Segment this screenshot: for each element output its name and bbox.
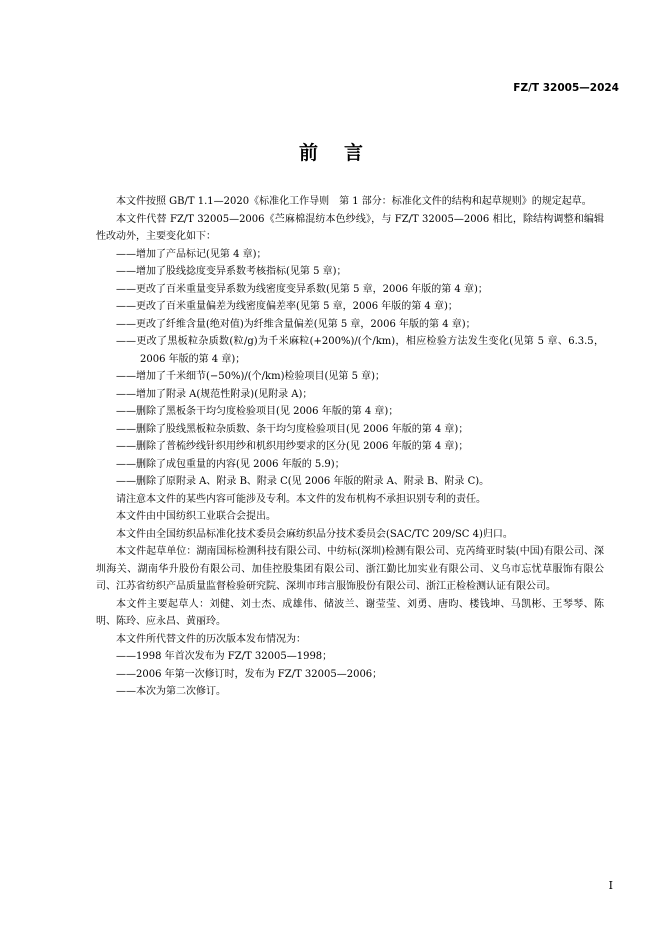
change-item: ——删除了普梳纱线针织用纱和机织用纱要求的区分(见 2006 年版的第 4 章)；: [116, 441, 469, 452]
paragraph-drafting-organizations: 本文件起草单位：湖南国标检测科技有限公司、中纺标(深圳)检测有限公司、克芮绮亚时装(中国)有限公司、深圳海关、湖南华升股份有限公司、加佳控股集团有限公司、浙江勤比加实业有限公司、义乌市忘忧草服饰有限公司、江苏省纺织产品质量监督检验研究院、深圳市玮言服饰股份有限公司、浙江正检检测认证有限公司。: [96, 546, 604, 592]
paragraph-patent-notice: 请注意本文件的某些内容可能涉及专利。本文件的发布机构不承担识别专利的责任。: [116, 493, 486, 505]
page-number: I: [608, 879, 613, 892]
change-item: ——增加了千米细节(−50%)/(个/km)检验项目(见第 5 章)；: [116, 371, 386, 382]
change-item: ——删除了成包重量的内容(见 2006 年版的 5.9)；: [116, 458, 345, 470]
paragraph-proposer: 本文件由中国纺织工业联合会提出。: [116, 511, 276, 522]
change-item: ——更改了黑板粒杂质数(粒/g)为千米麻粒(+200%)/(个/km)，相应检验方法发生变化(见第 5 章、6.3.5，2006 年版的第 4 章)；: [116, 336, 604, 365]
standard-code: FZ/T 32005—2024: [513, 82, 619, 94]
change-item: ——增加了股线捻度变异系数考核指标(见第 5 章)；: [116, 266, 347, 277]
change-item: ——更改了纤维含量(绝对值)为纤维含量偏差(见第 5 章，2006 年版的第 4 章)；: [116, 318, 476, 330]
paragraph-drafting-rules: 本文件按照 GB/T 1.1—2020《标准化工作导则 第 1 部分：标准化文件的结构和起草规则》的规定起草。: [116, 196, 592, 207]
change-item: ——更改了百米重量变异系数为线密度变异系数(见第 5 章，2006 年版的第 4 章)；: [116, 283, 488, 295]
change-item: ——更改了百米重量偏差为线密度偏差率(见第 5 章，2006 年版的第 4 章)；: [116, 301, 458, 312]
change-item: ——增加了附录 A(规范性附录)(见附录 A)；: [116, 388, 313, 400]
foreword-body: [96, 193, 604, 701]
history-item: ——本次为第二次修订。: [116, 686, 226, 697]
change-item: ——增加了产品标记(见第 4 章)；: [116, 248, 267, 260]
change-item: ——删除了股线黑板粒杂质数、条干均匀度检验项目(见 2006 年版的第 4 章)；: [116, 423, 469, 435]
change-item: ——删除了黑板条干均匀度检验项目(见 2006 年版的第 4 章)；: [116, 406, 399, 417]
paragraph-replacement: 本文件代替 FZ/T 32005—2006《苎麻棉混纺本色纱线》，与 FZ/T 32005—2006 相比，除结构调整和编辑性改动外，主要变化如下：: [96, 213, 604, 242]
paragraph-technical-committee: 本文件由全国纺织品标准化技术委员会麻纺织品分技术委员会(SAC/TC 209/SC 4)归口。: [116, 528, 513, 540]
paragraph-drafters: 本文件主要起草人：刘健、刘士杰、成雄伟、储波兰、谢莹莹、刘勇、唐昀、楼钱坤、马凯彬、王琴琴、陈明、陈玲、应永昌、黄丽玲。: [96, 598, 604, 627]
page-title: 前言: [298, 142, 389, 164]
change-item: ——删除了原附录 A、附录 B、附录 C(见 2006 年版的附录 A、附录 B、附录 C)。: [116, 476, 490, 487]
history-item: ——1998 年首次发布为 FZ/T 32005—1998；: [116, 651, 333, 662]
history-item: ——2006 年第一次修订时，发布为 FZ/T 32005—2006；: [116, 668, 383, 680]
paragraph-history-intro: 本文件所代替文件的历次版本发布情况为：: [116, 633, 306, 645]
